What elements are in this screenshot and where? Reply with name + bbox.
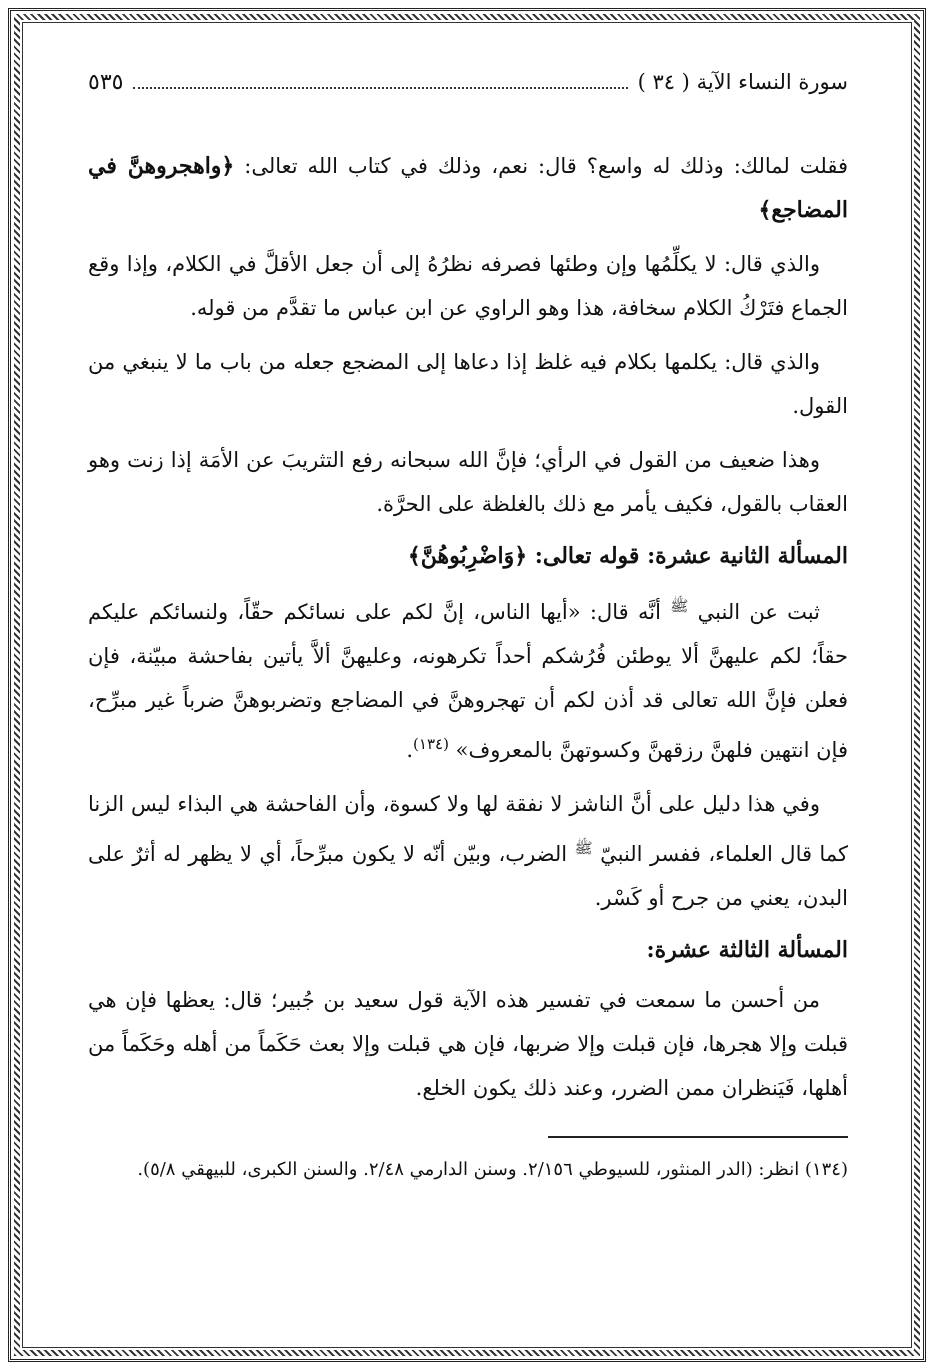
section-heading-12-label: المسألة الثانية عشرة: قوله تعالى: [534, 543, 848, 569]
header-dot-leader [133, 73, 627, 89]
page-content [88, 70, 848, 1188]
section-heading-12 [88, 536, 848, 576]
salutation-symbol: ﷺ [574, 839, 593, 857]
paragraph-5-text-a: ثبت عن النبي [697, 600, 820, 624]
quran-quote-2: ﴿وَاضْرِبُوهُنَّ﴾ [407, 543, 528, 569]
paragraph-6 [88, 782, 848, 920]
paragraph-4: وهذا ضعيف من القول في الرأي؛ فإنَّ الله سبحانه رفع التثريبَ عن الأمَة إذا زنت وهو العقاب بالقول، فكيف يأمر مع ذلك بالغلظة على الحرَّة. [88, 448, 848, 516]
paragraph-2: والذي قال: لا يكلِّمُها وإن وطئها فصرفه نظرُهُ إلى أن جعل الأقلَّ في الكلام، وإذا وقع الجماع فتَرْكُ الكلام سخافة، هذا وهو الراوي عن ابن عباس ما تقدَّم من قوله. [88, 252, 848, 320]
page-number: ٥٣٥ [88, 70, 124, 95]
header-ayah: ( ٣٤ ) [637, 70, 690, 94]
paragraph-5: ثبت عن النبي $^ﷺ$ أنَّه قال: «أيها الناس، إنَّ لكم على نسائكم حقّاً، ولنسائكم عليكم حقاً؛ لكم عليهنَّ ألا يوطئن فُرُشكم أحداً تكرهونه، وعليهنَّ ألاَّ يأتين بفاحشة مبيّنة، فإن فعلن فإنَّ الله تعالى قد أذن لكم أن تهجروهنَّ في المضاجع وتضربوهنَّ ضرباً غير مبرِّح، فإن انتهين فلهنَّ رزقهنَّ وكسوتهنَّ بالمعروف» $^{(١٣٤)}$. [88, 597, 848, 762]
salutation-symbol: ﷺ [670, 597, 689, 615]
paragraph-7: من أحسن ما سمعت في تفسير هذه الآية قول سعيد بن جُبير؛ قال: يعظها فإن هي قبلت وإلا هجرها، فإن قبلت وإلا ضربها، فإن هي قبلت وإلا بعث حَكَماً من أهله وحَكَماً من أهلها، فَيَنظران ممن الضرر، وعند ذلك يكون الخلع. [88, 988, 848, 1100]
header-title [638, 70, 848, 94]
header-surah: سورة النساء الآية [696, 70, 848, 94]
paragraph-6-text-a: وفي هذا دليل على أنَّ الناشز لا نفقة لها ولا كسوة، وأن الفاحشة هي البذاء ليس الزنا كما قال العلماء، ففسر النبيّ [88, 792, 848, 866]
paragraph-5-text-b: أنَّه قال: «أيها الناس، إنَّ لكم على نسائكم حقّاً، ولنسائكم عليكم حقاً؛ لكم عليهنَّ ألا يوطئن فُرُشكم أحداً تكرهونه، وعليهنَّ ألاَّ يأتين بفاحشة مبيّنة، فإن فعلن فإنَّ الله تعالى قد أذن لكم أن تهجروهنَّ في المضاجع وتضربوهنَّ ضرباً غير مبرِّح، فإن انتهين فلهنَّ رزقهنَّ وكسوتهنَّ بالمعروف» [88, 600, 848, 762]
footnote-separator [548, 1136, 848, 1138]
running-header [88, 70, 848, 110]
paragraph-1-text: فقلت لمالك: وذلك له واسع؟ قال: نعم، وذلك في كتاب الله تعالى: [244, 154, 848, 178]
section-heading-13: المسألة الثالثة عشرة: [646, 937, 848, 963]
paragraph-1 [88, 144, 848, 232]
quran-quote-1: ﴿واهجروهنَّ في المضاجع﴾ [88, 153, 848, 223]
paragraph-3: والذي قال: يكلمها بكلام فيه غلظ إذا دعاها إلى المضجع جعله من باب ما لا ينبغي من القول. [88, 350, 848, 418]
paragraph-6-text-b: الضرب، وبيّن أنّه لا يكون مبرِّحاً، أي لا يظهر له أثرٌ على البدن، يعني من جرح أو كَسْر. [88, 842, 848, 910]
footnote-134: (١٣٤) انظر: (الدر المنثور، للسيوطي ٢/١٥٦. وسنن الدارمي ٢/٤٨. والسنن الكبرى، للبيهقي ٥/٨). [137, 1159, 848, 1180]
footnote-reference: (١٣٤) [413, 735, 449, 753]
